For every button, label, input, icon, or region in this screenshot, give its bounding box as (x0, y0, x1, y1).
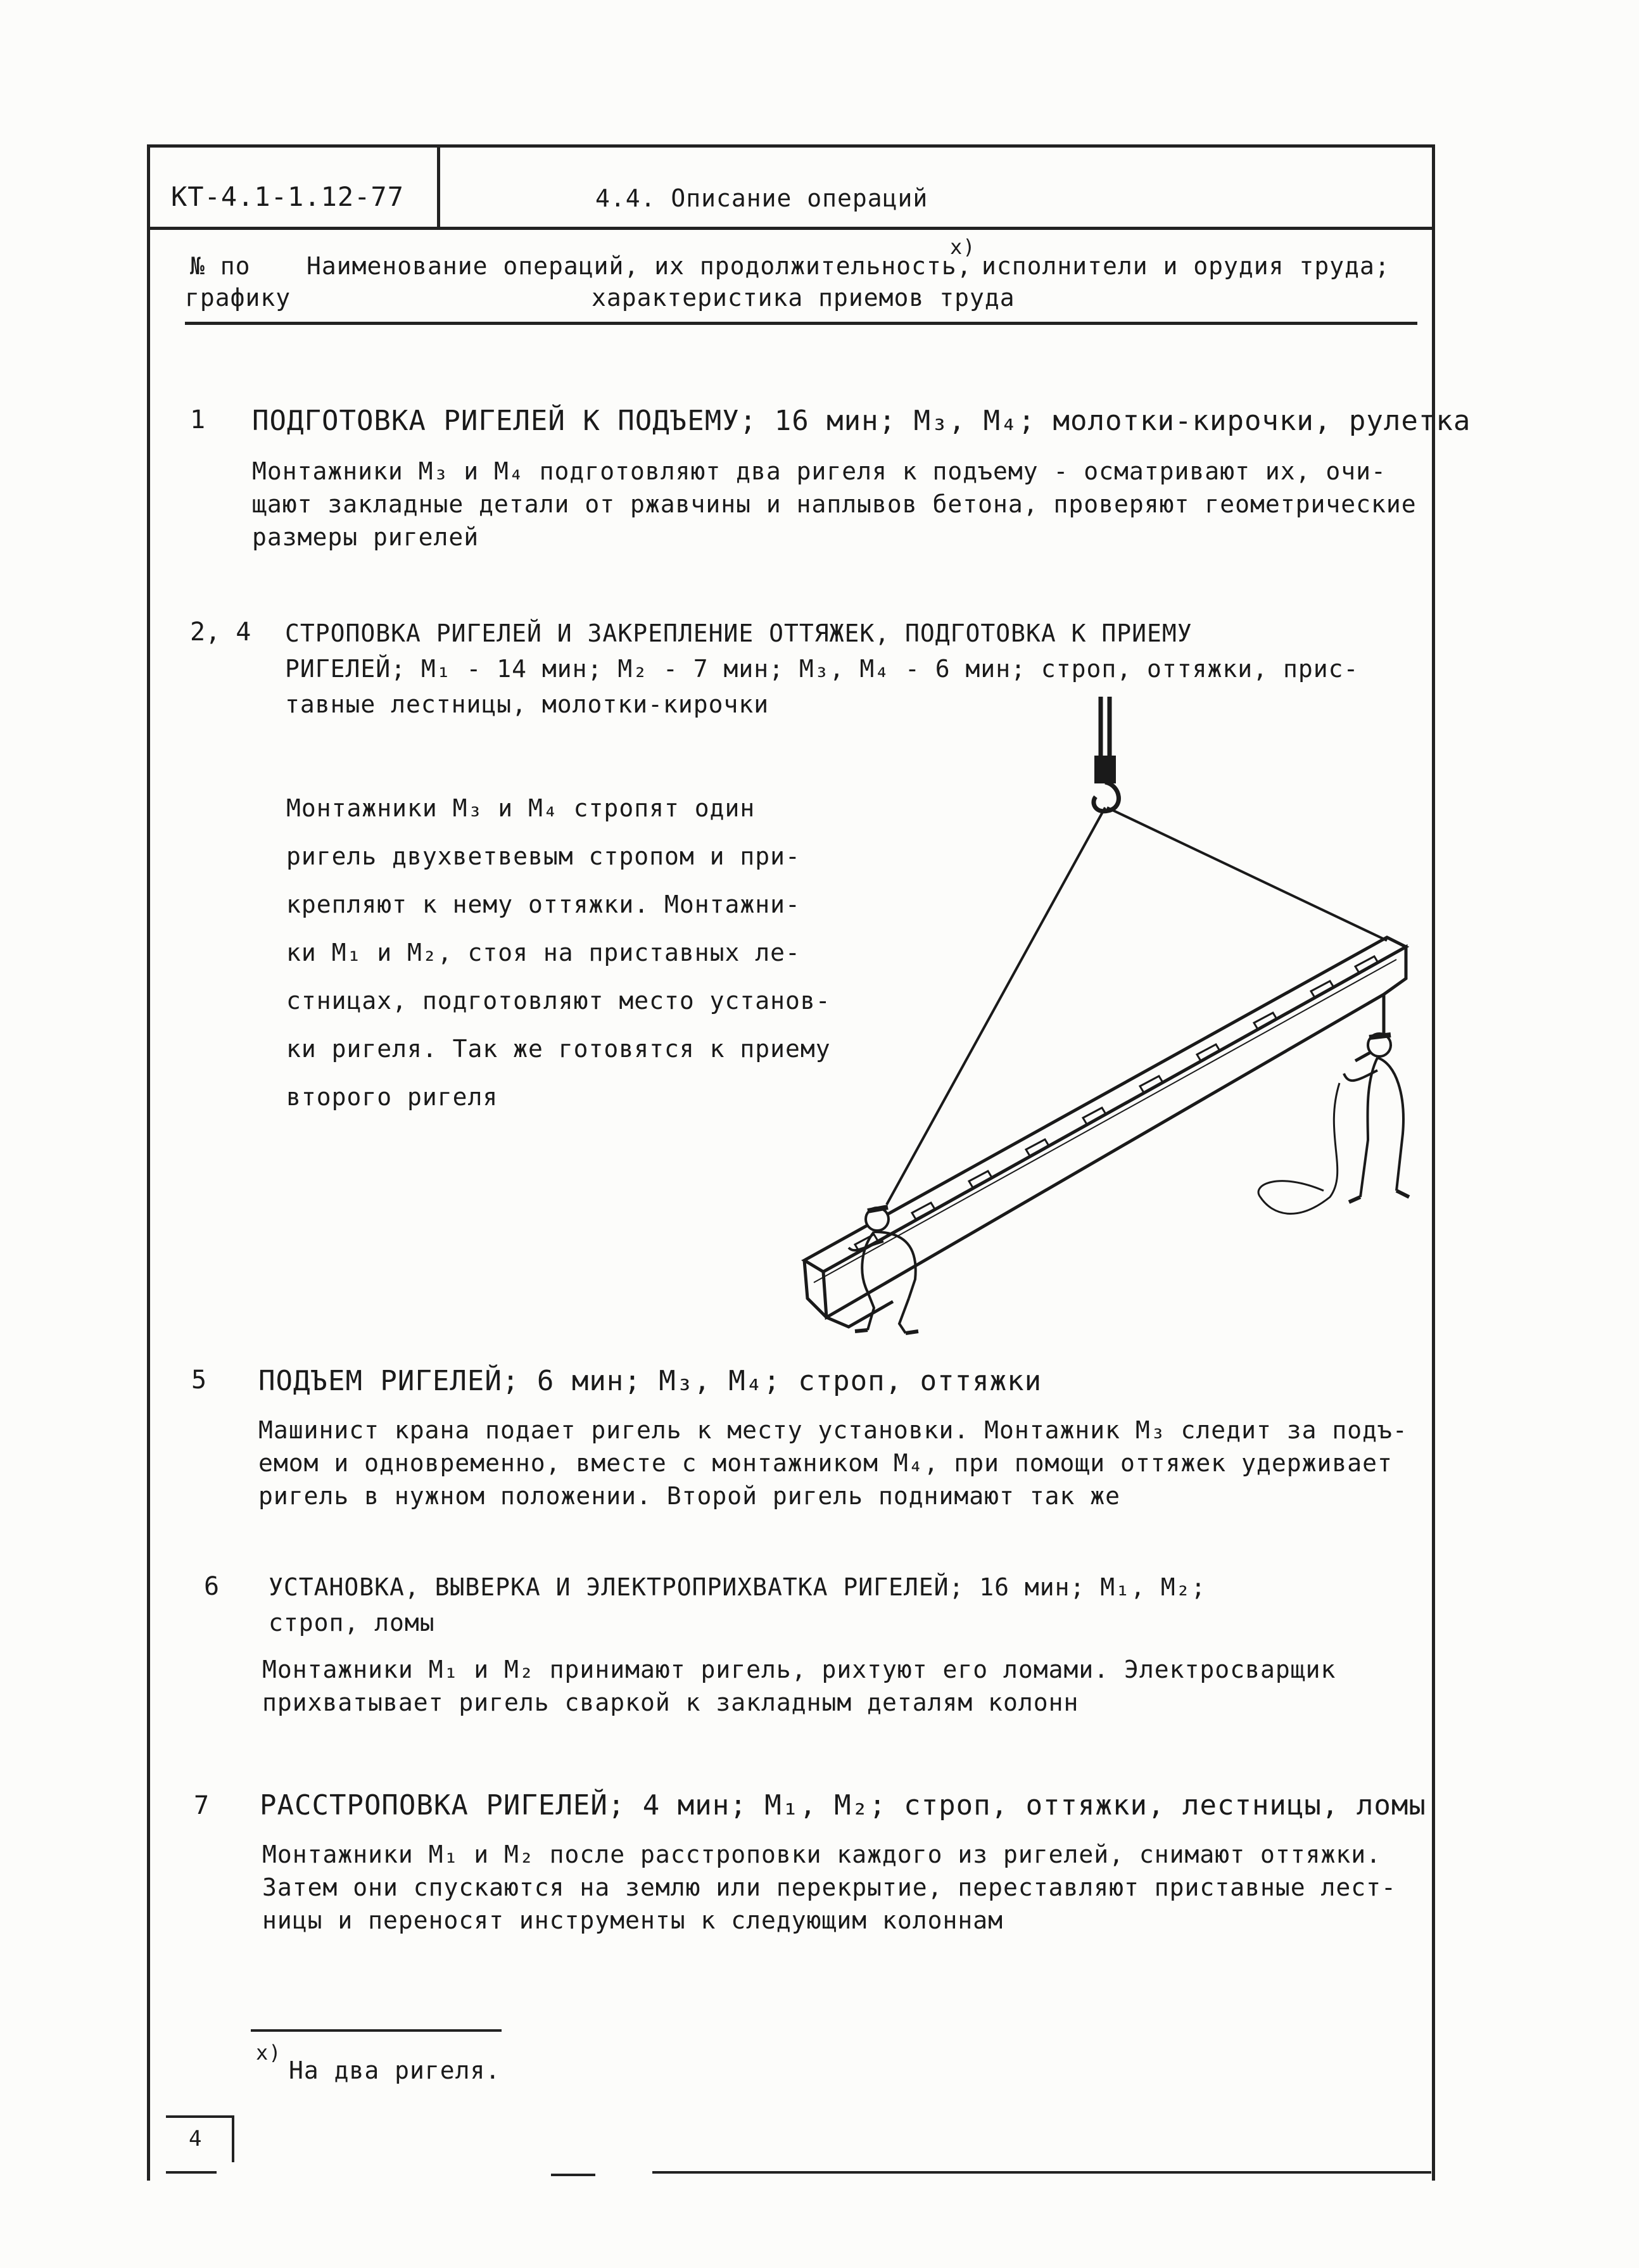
operation-description (252, 455, 1417, 554)
sling-leg-right (1107, 808, 1387, 941)
description-line: размеры ригелей (252, 523, 479, 551)
description-line: Монтажники М₃ и М₄ подготовляют два ригеля к подъему - осматривают их, очи- (252, 457, 1386, 485)
bottom-border-segment (166, 2171, 217, 2174)
operation-description (262, 1653, 1336, 1719)
column-header-rule (185, 322, 1417, 325)
operation-title: ПОДЪЕМ РИГЕЛЕЙ; 6 мин; М₃, М₄; строп, оттяжки (258, 1365, 1042, 1397)
operation-description (262, 1838, 1396, 1937)
column-desc-label-2: характеристика приемов труда (592, 284, 1015, 312)
title-line: УСТАНОВКА, ВЫВЕРКА И ЭЛЕКТРОПРИХВАТКА РИГЕЛЕЙ; 16 мин; М₁, М₂; (269, 1573, 1206, 1601)
description-line: ки М₁ и М₂, стоя на приставных ле- (286, 939, 801, 966)
description-line: ки ригеля. Так же готовятся к приему (286, 1035, 831, 1063)
operation-number: 2, 4 (190, 618, 251, 647)
header-divider (147, 227, 1432, 230)
page-number: 4 (189, 2126, 203, 2151)
beam (804, 937, 1406, 1327)
title-line: тавные лестницы, молотки-кирочки (285, 690, 769, 718)
description-line: Монтажники М₁ и М₂ принимают ригель, рихтуют его ломами. Электросварщик (262, 1656, 1336, 1683)
description-line: Монтажники М₃ и М₄ стропят один (286, 794, 756, 822)
description-line: ригель в нужном положении. Второй ригель поднимают так же (258, 1482, 1121, 1510)
column-desc-label-1b: исполнители и орудия труда; (982, 252, 1390, 280)
operation-title: РАССТРОПОВКА РИГЕЛЕЙ; 4 мин; М₁, М₂; строп, оттяжки, лестницы, ломы (260, 1789, 1426, 1821)
worker-icon (1258, 1034, 1409, 1213)
footnote-text: На два ригеля. (289, 2056, 501, 2084)
bottom-border-segment (551, 2174, 595, 2176)
beam-lifting-illustration (779, 690, 1419, 1362)
bottom-border-segment (652, 2171, 1431, 2174)
operation-number: 5 (191, 1365, 207, 1395)
crane-hook-icon (1094, 697, 1119, 811)
title-line: строп, ломы (269, 1609, 435, 1637)
description-line: Монтажники М₁ и М₂ после расстроповки каждого из ригелей, снимают оттяжки. (262, 1840, 1381, 1868)
operation-description (286, 784, 831, 1121)
doc-code: КТ-4.1-1.12-77 (171, 181, 405, 212)
title-line: РИГЕЛЕЙ; М₁ - 14 мин; М₂ - 7 мин; М₃, М₄ - 6 мин; строп, оттяжки, прис- (285, 655, 1359, 683)
description-line: ницы и переносят инструменты к следующим колоннам (262, 1906, 1004, 1934)
description-line: Затем они спускаются на землю или перекрытие, переставляют приставные лест- (262, 1873, 1396, 1901)
column-num-label-2: графику (185, 284, 291, 312)
description-line: стницах, подготовляют место установ- (286, 987, 831, 1015)
title-line: СТРОПОВКА РИГЕЛЕЙ И ЗАКРЕПЛЕНИЕ ОТТЯЖЕК, ПОДГОТОВКА К ПРИЕМУ (285, 619, 1193, 647)
section-title: 4.4. Описание операций (595, 184, 928, 212)
description-line: Машинист крана подает ригель к месту установки. Монтажник М₃ следит за подъ- (258, 1416, 1408, 1444)
description-line: второго ригеля (286, 1083, 498, 1111)
column-desc-footnote-mark: x) (950, 235, 976, 259)
column-num-label-1: № по (190, 252, 251, 280)
description-line: ригель двухветвевым стропом и при- (286, 842, 801, 870)
description-line: щают закладные детали от ржавчины и наплывов бетона, проверяют геометрические (252, 490, 1417, 518)
column-desc-label-1: Наименование операций, их продолжительность, (307, 252, 972, 280)
operation-number: 7 (194, 1791, 210, 1820)
operation-description (258, 1414, 1408, 1512)
description-line: прихватывает ригель сваркой к закладным деталям колонн (262, 1688, 1079, 1716)
footnote-mark: x) (256, 2041, 282, 2065)
operation-number: 1 (190, 405, 206, 434)
operation-title: ПОДГОТОВКА РИГЕЛЕЙ К ПОДЪЕМУ; 16 мин; М₃, М₄; молотки-кирочки, рулетка (252, 405, 1471, 437)
footnote-rule (251, 2029, 502, 2032)
description-line: емом и одновременно, вместе с монтажником М₄, при помощи оттяжек удерживает (258, 1449, 1393, 1477)
description-line: крепляют к нему оттяжки. Монтажни- (286, 890, 801, 918)
sling-leg-left (887, 808, 1105, 1205)
header-cell-divider (437, 144, 440, 230)
operation-title (269, 1569, 1206, 1640)
operation-number: 6 (204, 1572, 220, 1601)
